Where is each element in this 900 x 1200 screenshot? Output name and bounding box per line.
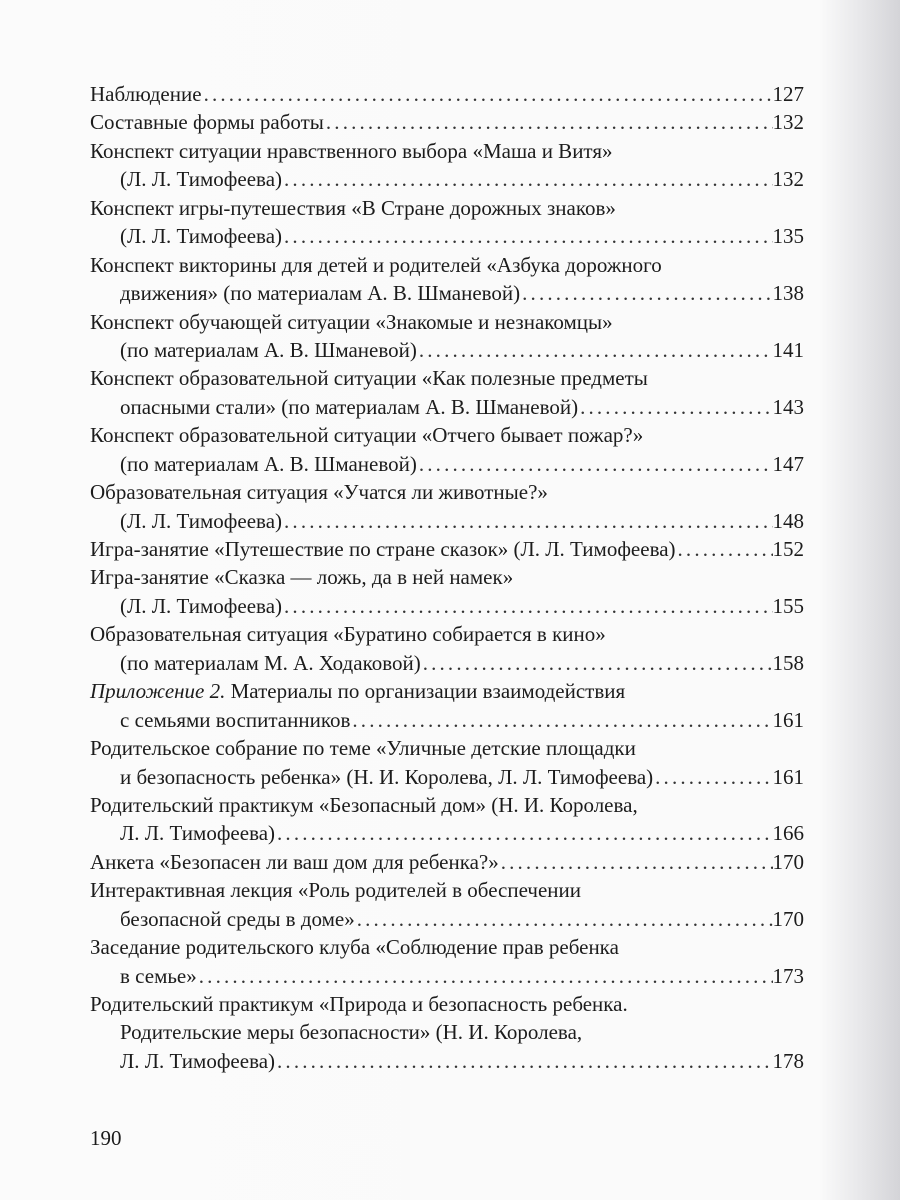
toc-entry-line [90, 734, 804, 762]
toc-entry-line [90, 336, 804, 364]
toc-entry-title: (Л. Л. Тимофеева) [120, 508, 283, 533]
dot-leader [417, 336, 773, 364]
toc-entry [90, 734, 804, 791]
dot-leader [202, 80, 773, 108]
toc-entry [90, 80, 804, 108]
toc-entry-title: Конспект игры-путешествия «В Стране дорожных знаков» [90, 195, 616, 220]
toc-entry-line [90, 421, 804, 449]
toc-entry-line [90, 706, 804, 734]
toc-entry-line [90, 450, 804, 478]
dot-leader [350, 706, 772, 734]
toc-entry [90, 251, 804, 308]
toc-entry-title: (по материалам А. В. Шманевой) [120, 337, 417, 362]
toc-page-number: 170 [772, 849, 804, 874]
toc-entry-title: и безопасность ребенка» (Н. И. Королева, Л. Л. Тимофеева) [120, 764, 654, 789]
toc-entry-line [90, 819, 804, 847]
toc-entry-line [90, 507, 804, 535]
toc-entry-title: Конспект образовательной ситуации «Как полезные предметы [90, 366, 648, 391]
dot-leader [282, 165, 772, 193]
toc-page-number: 127 [772, 82, 804, 106]
toc-entry-line [90, 137, 804, 165]
toc-entry-line [90, 165, 804, 193]
toc-entry-title: в семье» [120, 963, 197, 988]
toc-entry [90, 990, 804, 1075]
toc-entry-line [90, 763, 804, 791]
toc-page-number: 147 [772, 451, 804, 476]
toc-page-number: 132 [772, 167, 804, 192]
toc-entry-line [90, 80, 804, 108]
dot-leader [676, 535, 773, 563]
toc-entry-title: Родительские меры безопасности» (Н. И. Королева, [120, 1020, 583, 1045]
toc-entry-title: Конспект образовательной ситуации «Отчего бывает пожар?» [90, 423, 644, 448]
toc-entry [90, 933, 804, 990]
toc-entry-title: безопасной среды в доме» [120, 906, 355, 931]
dot-leader [282, 222, 772, 250]
toc-entry-line [90, 620, 804, 648]
toc-entry-line [90, 848, 804, 876]
dot-leader [520, 279, 772, 307]
toc-entry-title: Интерактивная лекция «Роль родителей в обеспечении [90, 878, 581, 903]
dot-leader [499, 848, 773, 876]
toc-entry-line [90, 933, 804, 961]
toc-entry-line [90, 791, 804, 819]
toc-entry-title: движения» (по материалам А. В. Шманевой) [120, 281, 521, 306]
dot-leader [324, 108, 773, 136]
toc-entry-line [90, 876, 804, 904]
toc-entry [90, 137, 804, 194]
toc-page-number: 148 [772, 508, 804, 533]
toc-entry-title: Заседание родительского клуба «Соблюдение прав ребенка [90, 935, 619, 960]
toc-page-number: 152 [772, 537, 804, 561]
toc-entry [90, 308, 804, 365]
toc-entry-title: Образовательная ситуация «Буратино собирается в кино» [90, 622, 606, 647]
toc-page-number: 135 [772, 224, 804, 249]
toc-page-number: 141 [772, 337, 804, 362]
toc-entry-title: опасными стали» (по материалам А. В. Шманевой) [120, 394, 579, 419]
toc-entry-title: Материалы по организации взаимодействия [225, 679, 626, 704]
toc-entry-title: Родительский практикум «Природа и безопасность ребенка. [90, 992, 628, 1016]
toc-entry [90, 563, 804, 620]
toc-entry-line [90, 962, 804, 990]
toc-entry-line [90, 1018, 804, 1046]
toc-page-number: 166 [772, 821, 804, 846]
toc-entry-line [90, 592, 804, 620]
toc-entry-line [90, 905, 804, 933]
toc-entry-line [90, 308, 804, 336]
toc-entry-line [90, 535, 804, 563]
toc-entry-title: с семьями воспитанников [120, 707, 351, 732]
toc-entry-title: Родительский практикум «Безопасный дом» (Н. И. Королева, [90, 792, 638, 817]
toc-entry [90, 620, 804, 677]
page-number: 190 [90, 1126, 122, 1150]
toc-entry-title: Конспект викторины для детей и родителей «Азбука дорожного [90, 252, 662, 277]
toc-entry-title: Составные формы работы [90, 110, 324, 135]
toc-entry-line [90, 222, 804, 250]
toc-entry-line [90, 194, 804, 222]
toc-entry-line [90, 279, 804, 307]
toc-page-number: 170 [772, 906, 804, 931]
toc-page-number: 178 [772, 1048, 804, 1073]
toc-entry [90, 364, 804, 421]
toc-entry-line [90, 478, 804, 506]
toc-entry-title: (по материалам М. А. Ходаковой) [120, 650, 421, 675]
table-of-contents [90, 80, 804, 1075]
toc-entry-title: (Л. Л. Тимофеева) [120, 224, 283, 249]
dot-leader [282, 592, 772, 620]
dot-leader [653, 763, 772, 791]
toc-page-number: 158 [772, 650, 804, 675]
toc-entry-title: Анкета «Безопасен ли ваш дом для ребенка?» [90, 849, 499, 874]
toc-page-number: 143 [772, 394, 804, 419]
toc-page-number: 161 [772, 707, 804, 732]
toc-entry-line [90, 393, 804, 421]
toc-entry-title: Наблюдение [90, 82, 202, 106]
toc-entry [90, 108, 804, 136]
toc-entry-title: (Л. Л. Тимофеева) [120, 593, 283, 618]
toc-entry-title: Конспект ситуации нравственного выбора «Маша и Витя» [90, 138, 613, 163]
appendix-label: Приложение 2. [90, 679, 226, 704]
toc-entry-title: Л. Л. Тимофеева) [120, 1048, 276, 1073]
toc-entry [90, 876, 804, 933]
toc-entry-line [90, 563, 804, 591]
toc-entry-title: Игра-занятие «Путешествие по стране сказок» (Л. Л. Тимофеева) [90, 537, 676, 561]
dot-leader [197, 962, 773, 990]
toc-entry-title: (по материалам А. В. Шманевой) [120, 451, 417, 476]
dot-leader [578, 393, 772, 421]
dot-leader [275, 1047, 772, 1075]
toc-entry [90, 677, 804, 734]
toc-page-number: 155 [772, 593, 804, 618]
toc-page-number: 161 [772, 764, 804, 789]
toc-entry [90, 421, 804, 478]
toc-entry-title: Образовательная ситуация «Учатся ли животные?» [90, 480, 548, 505]
toc-page-number: 173 [772, 963, 804, 988]
toc-entry-title: Л. Л. Тимофеева) [120, 821, 276, 846]
toc-entry [90, 478, 804, 535]
dot-leader [275, 819, 772, 847]
toc-entry [90, 194, 804, 251]
toc-entry-title: Родительское собрание по теме «Уличные детские площадки [90, 736, 636, 761]
toc-entry-line [90, 364, 804, 392]
toc-entry-line [90, 990, 804, 1018]
toc-page-number: 132 [772, 110, 804, 135]
dot-leader [355, 905, 773, 933]
toc-entry-title: Игра-занятие «Сказка — ложь, да в ней намек» [90, 565, 514, 590]
toc-page-number: 138 [772, 281, 804, 306]
toc-entry [90, 848, 804, 876]
toc-entry-title: (Л. Л. Тимофеева) [120, 167, 283, 192]
dot-leader [421, 649, 773, 677]
toc-entry-title: Конспект обучающей ситуации «Знакомые и незнакомцы» [90, 309, 613, 334]
toc-entry [90, 791, 804, 848]
toc-entry [90, 535, 804, 563]
toc-entry-line [90, 1047, 804, 1075]
toc-entry-line [90, 677, 804, 705]
toc-entry-line [90, 108, 804, 136]
dot-leader [417, 450, 773, 478]
dot-leader [282, 507, 772, 535]
toc-entry-line [90, 649, 804, 677]
toc-entry-line [90, 251, 804, 279]
